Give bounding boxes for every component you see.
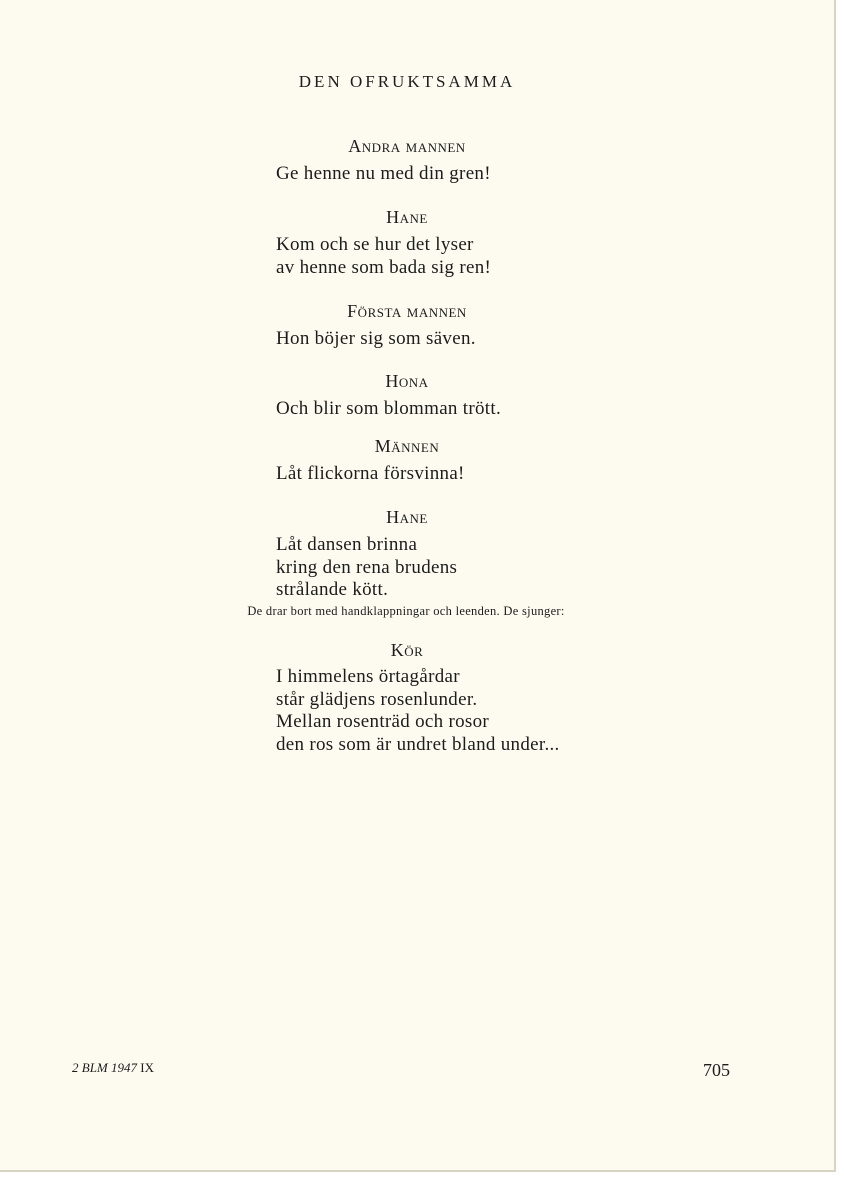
verse-line: står glädjens rosenlunder. (276, 688, 478, 710)
verse-block (276, 398, 501, 421)
verse-line: Kom och se hur det lyser (276, 234, 474, 255)
signature-italic: 2 BLM 1947 (72, 1060, 137, 1075)
verse-line: Ge henne nu med din gren! (276, 163, 491, 184)
verse-line: strålande kött. (276, 579, 389, 600)
signature-roman: IX (140, 1060, 154, 1075)
verse-line: Mellan rosenträd och rosor (276, 711, 490, 732)
page-number: 705 (703, 1060, 730, 1080)
verse-line: Och blir som blomman trött. (276, 398, 501, 419)
verse-block (276, 463, 465, 486)
speaker-kor: Kör (390, 640, 424, 660)
printer-signature (72, 1060, 154, 1076)
verse-block (276, 328, 476, 351)
verse-block (276, 666, 560, 756)
verse-line: av henne som bada sig ren! (276, 256, 492, 278)
verse-line: Hon böjer sig som säven. (276, 328, 476, 349)
speaker-hane: Hane (386, 207, 428, 227)
stage-direction: De drar bort med handklappningar och leenden. De sjunger: (247, 604, 565, 618)
verse-line: den ros som är undret bland under... (276, 733, 560, 755)
verse-line: kring den rena brudens (276, 556, 458, 578)
speaker-forsta-mannen: Första mannen (347, 301, 467, 321)
speaker-mannen: Männen (374, 436, 440, 456)
speaker-hona: Hona (385, 371, 429, 391)
verse-line: Låt flickorna försvinna! (276, 463, 465, 484)
speaker-hane: Hane (386, 507, 428, 527)
verse-block (276, 534, 457, 602)
verse-block (276, 234, 491, 279)
verse-line: I himmelens örtagårdar (276, 666, 460, 687)
verse-line: Låt dansen brinna (276, 534, 418, 555)
running-title: DEN OFRUKTSAMMA (298, 72, 516, 91)
verse-block (276, 163, 491, 186)
speaker-andra-mannen: Andra mannen (348, 136, 466, 156)
